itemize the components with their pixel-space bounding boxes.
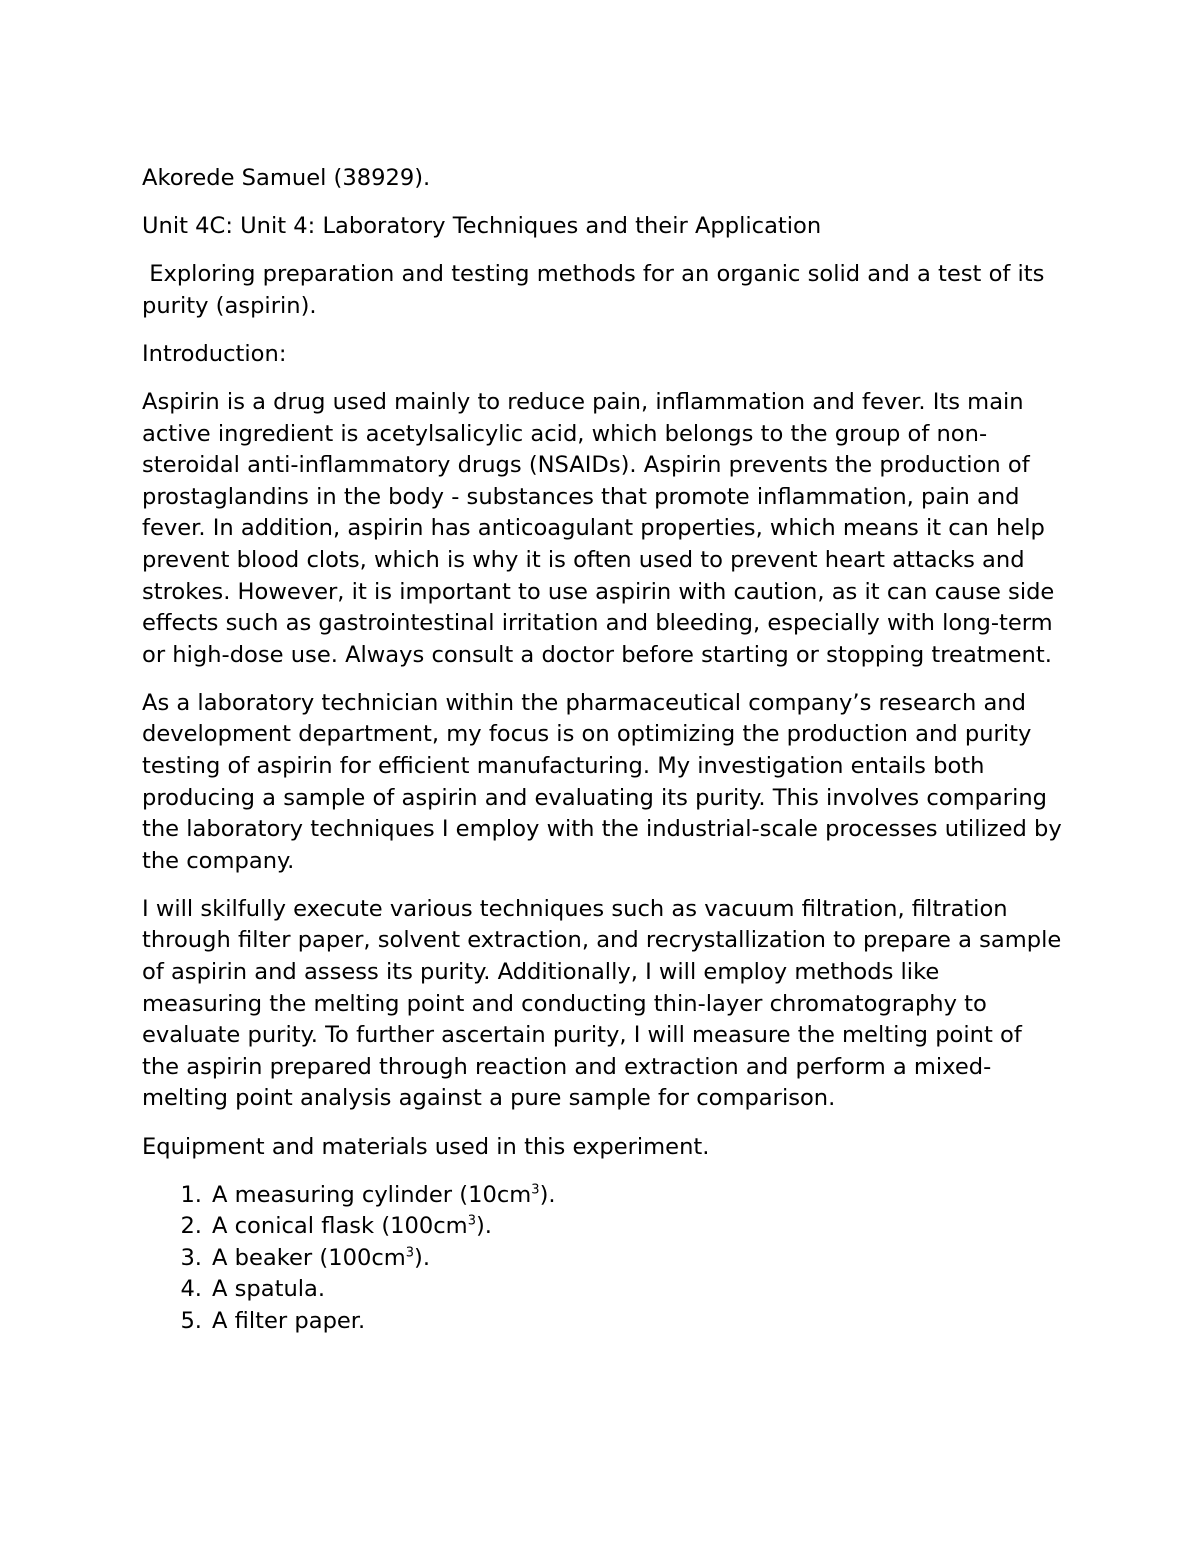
list-item	[142, 1180, 1062, 1212]
list-number: 4.	[180, 1276, 202, 1303]
equipment-heading: Equipment and materials used in this experiment.	[142, 1133, 710, 1160]
unit-line: Unit 4C: Unit 4: Laboratory Techniques and their Application	[142, 213, 822, 240]
list-text: A measuring cylinder $(10cm^3)$.	[212, 1181, 556, 1208]
document-page	[142, 163, 1062, 1338]
intro-paragraph-3: I will skilfully execute various techniques such as vacuum filtration, filtration through filter paper, solvent extraction, and recrystallization to prepare a sample of aspirin and assess its purity. Additionally, I will employ methods like measuring the melting point and conducting thin-layer chromatography to evaluate purity. To further ascertain purity, I will measure the melting point of the aspirin prepared through reaction and extraction and perform a mixed-melting point analysis against a pure sample for comparison.	[142, 895, 1062, 1112]
author-line: Akorede Samuel (38929).	[142, 165, 431, 191]
list-item	[142, 1306, 1062, 1338]
list-number: 3.	[180, 1244, 202, 1271]
list-item	[142, 1211, 1062, 1243]
list-number: 2.	[180, 1213, 202, 1240]
list-item	[142, 1243, 1062, 1275]
list-text: A conical flask $(100cm^3)$.	[212, 1213, 492, 1240]
equipment-list	[142, 1180, 1062, 1338]
list-number: 1.	[180, 1181, 202, 1208]
intro-heading: Introduction:	[142, 340, 287, 367]
intro-paragraph-1: Aspirin is a drug used mainly to reduce pain, inflammation and fever. Its main active ingredient is acetylsalicylic acid, which belongs to the group of non-steroidal anti-inflammatory drugs (NSAIDs). Aspirin prevents the production of prostaglandins in the body - substances that promote inflammation, pain and fever. In addition, aspirin has anticoagulant properties, which means it can help prevent blood clots, which is why it is often used to prevent heart attacks and strokes. However, it is important to use aspirin with caution, as it can cause side effects such as gastrointestinal irritation and bleeding, especially with long-term or high-dose use. Always consult a doctor before starting or stopping treatment.	[142, 388, 1055, 668]
list-text: A filter paper.	[212, 1308, 366, 1334]
list-text: A beaker $(100cm^3)$.	[212, 1244, 431, 1271]
list-item	[142, 1274, 1062, 1306]
document-title: Exploring preparation and testing methods for an organic solid and a test of its purity (aspirin).	[142, 261, 1052, 319]
intro-paragraph-2: As a laboratory technician within the pharmaceutical company’s research and development department, my focus is on optimizing the production and purity testing of aspirin for efficient manufacturing. My investigation entails both producing a sample of aspirin and evaluating its purity. This involves comparing the laboratory techniques I employ with the industrial-scale processes utilized by the company.	[142, 689, 1062, 874]
list-text: A spatula.	[212, 1276, 326, 1303]
list-number: 5.	[180, 1308, 202, 1334]
